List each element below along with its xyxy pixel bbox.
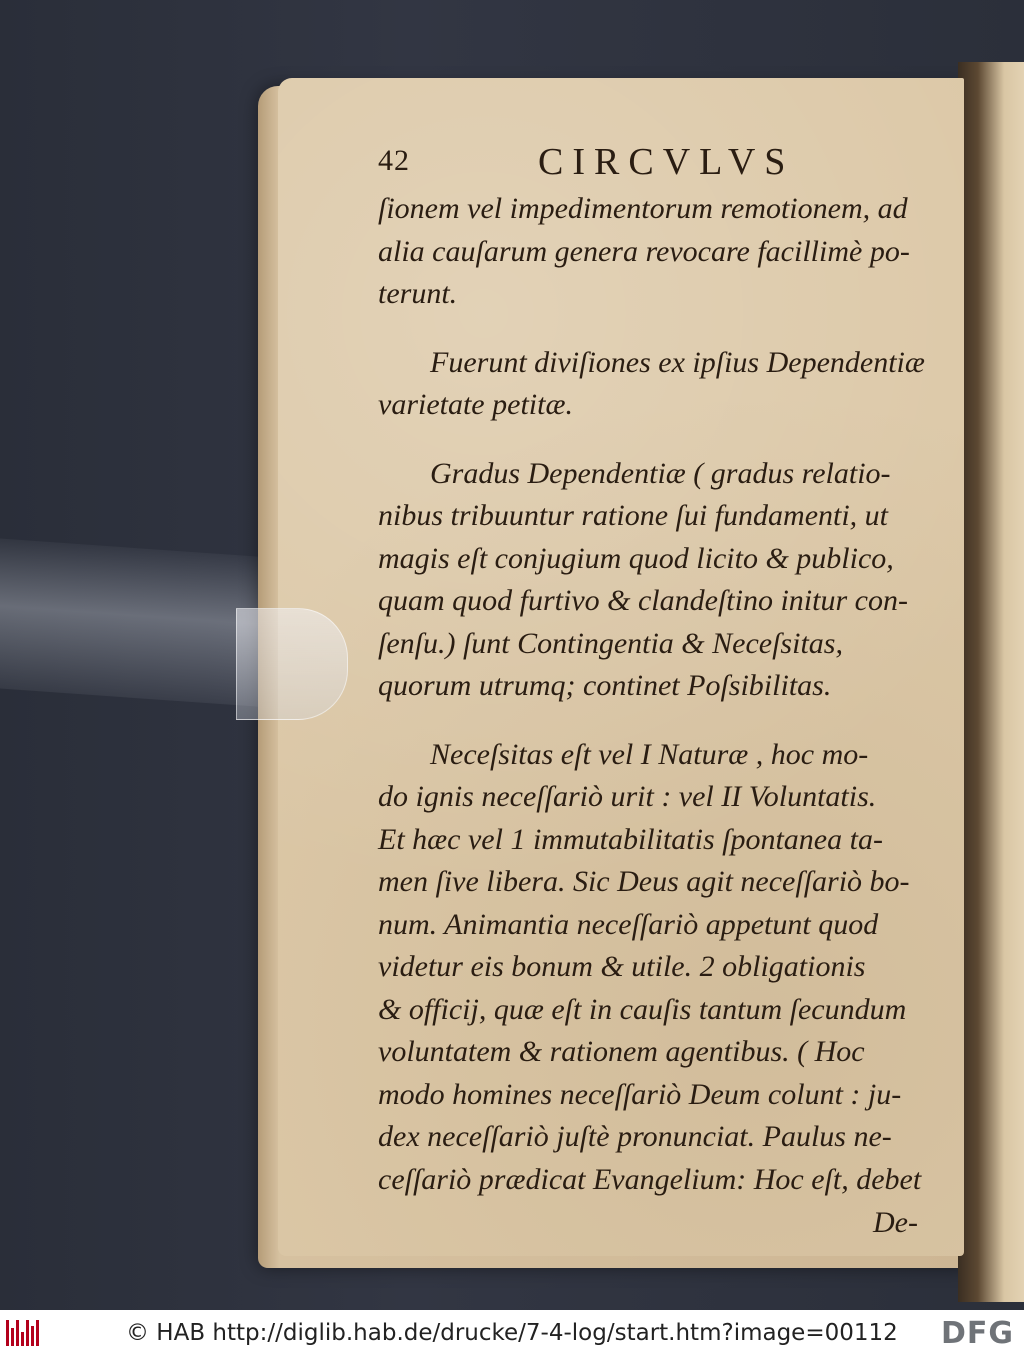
- page-number: 42: [378, 144, 410, 177]
- text-line: quam quod furtivo & clandeſtino initur con-: [378, 584, 908, 617]
- page-header: [378, 140, 938, 188]
- catchword: De-: [873, 1206, 918, 1239]
- book-gutter: [958, 62, 1024, 1302]
- text-line: varietate petitæ.: [378, 388, 573, 421]
- text-line: voluntatem & rationem agentibus. ( Hoc: [378, 1035, 865, 1068]
- page-clamp: [236, 608, 348, 720]
- text-line: quorum utrumq; continet Poſsibilitas.: [378, 669, 832, 702]
- text-line: ſenſu.) ſunt Contingentia & Neceſsitas,: [378, 626, 843, 660]
- text-line: dex neceſſariò juſtè pronunciat. Paulus ne-: [378, 1120, 892, 1153]
- hab-barcode-logo-icon: [6, 1320, 40, 1346]
- text-line: men ſive libera. Sic Deus agit neceſſariò bo-: [378, 865, 910, 898]
- text-line: alia cauſarum genera revocare facillimè po-: [378, 234, 910, 268]
- text-line: Neceſsitas eſt vel I Naturæ , hoc mo-: [430, 737, 869, 771]
- text-line: num. Animantia neceſſariò appetunt quod: [378, 907, 879, 941]
- text-line: nibus tribuuntur ratione ſui fundamenti, ut: [378, 499, 889, 532]
- text-line: modo homines neceſſariò Deum colunt : ju-: [378, 1077, 902, 1111]
- text-line: ſionem vel impedimentorum remotionem, ad: [378, 192, 908, 225]
- text-line: videtur eis bonum & utile. 2 obligationis: [378, 950, 866, 983]
- copyright-link[interactable]: © HAB http://diglib.hab.de/drucke/7-4-log/start.htm?image=00112: [126, 1320, 898, 1346]
- text-line: do ignis neceſſariò urit : vel II Voluntatis.: [378, 780, 877, 813]
- page-text: [378, 140, 938, 1245]
- footer-bar: [0, 1310, 1024, 1356]
- dfg-logo: DFG: [940, 1316, 1014, 1351]
- text-line: terunt.: [378, 277, 458, 310]
- text-line: Fuerunt diviſiones ex ipſius Dependentiæ: [430, 345, 925, 379]
- text-line: & officij, quæ eſt in cauſis tantum ſecundum: [378, 992, 907, 1026]
- text-line: magis eſt conjugium quod licito & publico,: [378, 541, 894, 575]
- text-line: Et hæc vel 1 immutabilitatis ſpontanea ta-: [378, 822, 883, 856]
- running-title: CIRCVLVS: [538, 141, 795, 183]
- glass-reflection: [0, 539, 270, 708]
- text-line: Gradus Dependentiæ ( gradus relatio-: [430, 456, 891, 490]
- text-line: ceſſariò prædicat Evangelium: Hoc eſt, debet: [378, 1162, 922, 1196]
